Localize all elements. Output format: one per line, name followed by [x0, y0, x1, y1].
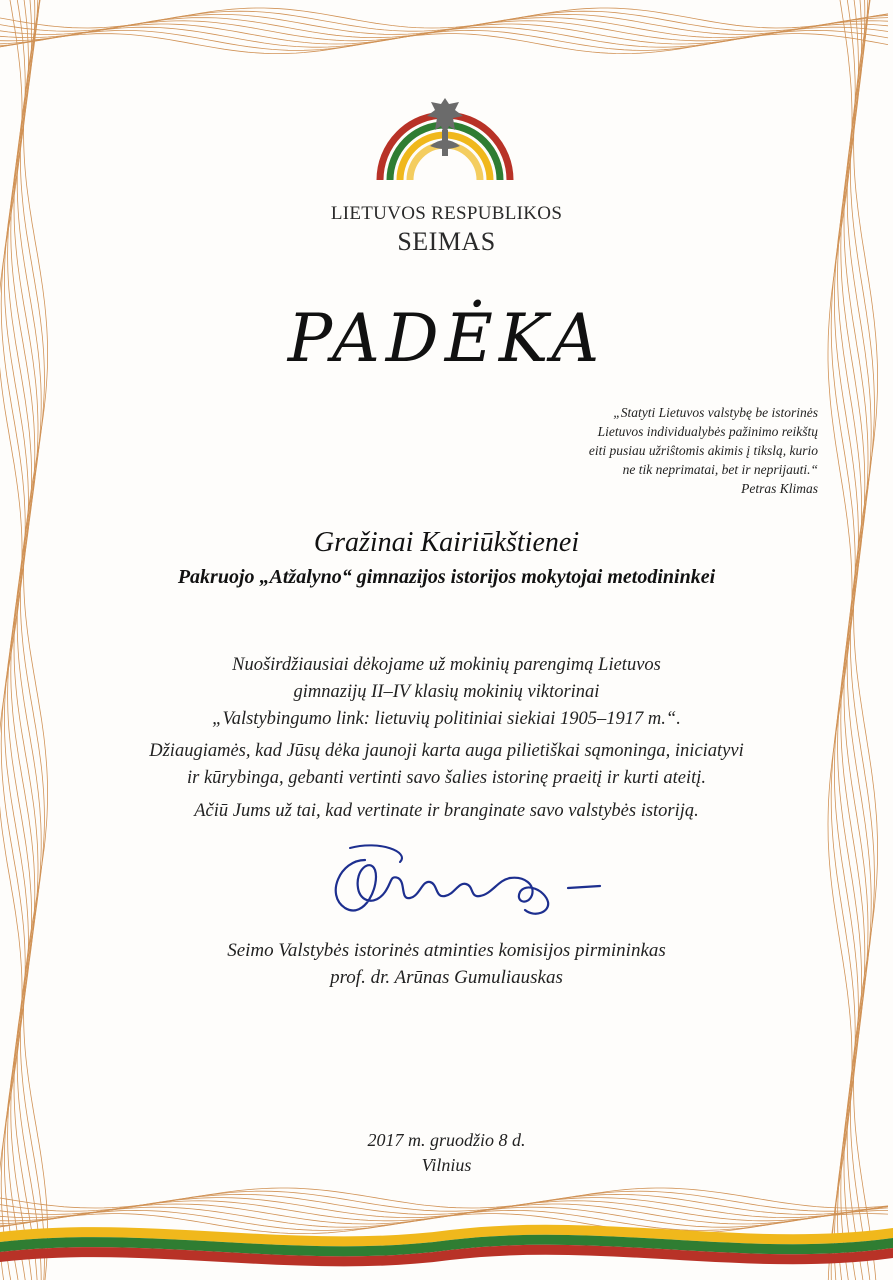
epigraph-quote: [560, 403, 818, 498]
body-line: Ačiū Jums už tai, kad vertinate ir branginate savo valstybės istoriją.: [194, 801, 699, 821]
body-line: Nuoširdžiausiai dėkojame už mokinių parengimą Lietuvos: [232, 655, 661, 675]
recipient-role: Pakruojo „Atžalyno“ gimnazijos istorijos mokytojai metodininkei: [177, 566, 716, 588]
recipient-name: Gražinai Kairiūkštienei: [313, 527, 580, 558]
signer-position: Seimo Valstybės istorinės atminties komisijos pirmininkas: [227, 940, 666, 961]
signer-name: prof. dr. Arūnas Gumuliauskas: [330, 967, 563, 988]
body-line: gimnazijų II–IV klasių mokinių viktorinai: [293, 682, 600, 702]
issue-date: 2017 m. gruodžio 8 d.: [367, 1130, 526, 1150]
org-name-line2: SEIMAS: [397, 227, 496, 256]
body-line: ir kūrybinga, gebanti vertinti savo šalies istorinę praeitį ir kurti ateitį.: [187, 768, 706, 788]
seimas-emblem-icon: [370, 88, 520, 198]
body-line: Džiaugiamės, kad Jūsų dėka jaunoji karta auga pilietiškai sąmoninga, iniciatyvi: [149, 741, 744, 761]
body-line: „Valstybingumo link: lietuvių politiniai siekiai 1905–1917 m.“.: [212, 709, 681, 729]
quote-author: Petras Klimas: [741, 481, 818, 496]
certificate-title: PADĖKA: [287, 300, 606, 377]
quote-line: „Statyti Lietuvos valstybę be istorinės: [613, 405, 818, 420]
quote-line: eiti pusiau užriŝtomis akimis į tikslą, kurio: [588, 443, 818, 458]
quote-line: ne tik neprimatai, bet ir neprijauti.“: [622, 462, 818, 477]
flag-ribbon: [0, 1225, 893, 1267]
handwritten-signature: [320, 840, 620, 925]
issue-city: Vilnius: [421, 1155, 472, 1175]
org-name-line1: LIETUVOS RESPUBLIKOS: [330, 203, 563, 224]
quote-line: Lietuvos individualybės pažinimo reikštų: [597, 424, 818, 439]
